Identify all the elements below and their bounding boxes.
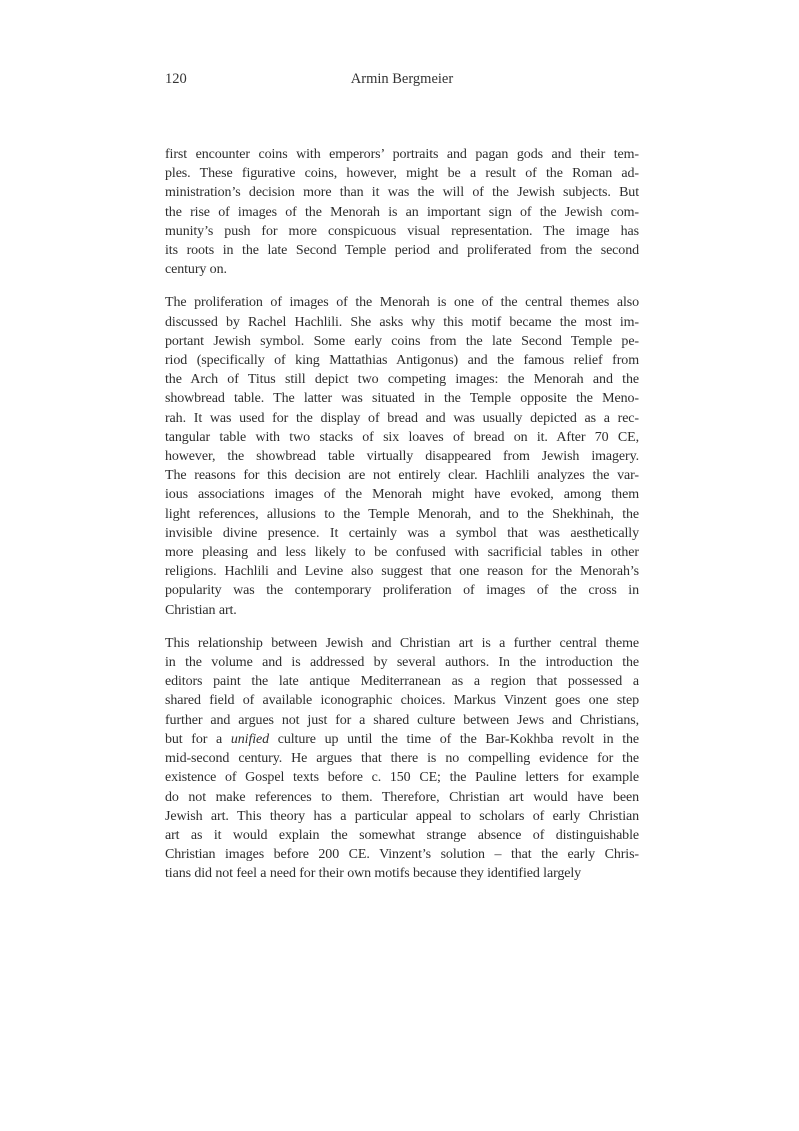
text-line: The reasons for this decision are not entirely clear. Hachlili analyzes the var- [165, 468, 639, 484]
text-line: mid-second century. He argues that there is no compelling evidence for the [165, 751, 639, 767]
text-line: popularity was the contemporary proliferation of images of the cross in [165, 583, 639, 599]
text-line: art as it would explain the somewhat strange absence of distinguishable [165, 827, 639, 843]
text-line: portant Jewish symbol. Some early coins from the late Second Temple pe- [165, 333, 639, 349]
paragraph-1 [165, 145, 639, 279]
running-header [165, 70, 639, 88]
text-line: invisible divine presence. It certainly was a symbol that was aesthetically [165, 525, 639, 541]
text-line: rah. It was used for the display of bread and was usually depicted as a rec- [165, 410, 639, 426]
text-line: discussed by Rachel Hachlili. She asks why this motif became the most im- [165, 314, 639, 330]
paragraph-3 [165, 634, 639, 884]
text-line: the Arch of Titus still depict two competing images: the Menorah and the [165, 372, 639, 388]
text-line: in the volume and is addressed by several authors. In the introduction the [165, 655, 639, 671]
text-line: Christian images before 200 CE. Vinzent’s solution – that the early Chris- [165, 847, 639, 863]
text-line: shared field of available iconographic choices. Markus Vinzent goes one step [165, 693, 639, 709]
text-line: riod (specifically of king Mattathias Antigonus) and the famous relief from [165, 353, 639, 369]
running-title-author: Armin Bergmeier [350, 71, 454, 87]
text-line: munity’s push for more conspicuous visual representation. The image has [165, 223, 639, 239]
text-line: showbread table. The latter was situated in the Temple opposite the Meno- [165, 391, 639, 407]
text-line: ministration’s decision more than it was the will of the Jewish subjects. But [165, 185, 639, 201]
text-line: but for a unified culture up until the time of the Bar-Kokhba revolt in the [165, 731, 639, 747]
text-line: its roots in the late Second Temple period and proliferated from the second [165, 243, 639, 259]
text-line: editors paint the late antique Mediterranean as a region that possessed a [165, 674, 639, 690]
text-line: first encounter coins with emperors’ portraits and pagan gods and their tem- [165, 147, 639, 162]
text-line: The proliferation of images of the Menorah is one of the central themes also [165, 295, 639, 311]
text-line: Christian art. [165, 602, 237, 618]
body-text-block [165, 145, 639, 898]
text-line: tians did not feel a need for their own motifs because they identified largely [165, 866, 582, 882]
text-line: tangular table with two stacks of six loaves of bread on it. After 70 CE, [165, 429, 639, 445]
text-line: the rise of images of the Menorah is an important sign of the Jewish com- [165, 204, 639, 220]
text-line: century on. [165, 262, 227, 278]
text-line: light references, allusions to the Temple Menorah, and to the Shekhinah, the [165, 506, 639, 522]
paragraph-2 [165, 293, 639, 619]
text-line: however, the showbread table virtually disappeared from Jewish imagery. [165, 449, 639, 465]
text-line: do not make references to them. Therefore, Christian art would have been [165, 789, 639, 805]
text-line: religions. Hachlili and Levine also suggest that one reason for the Menorah’s [165, 564, 639, 580]
text-line: more pleasing and less likely to be confused with sacrificial tables in other [165, 545, 639, 561]
text-line: existence of Gospel texts before c. 150 CE; the Pauline letters for example [165, 770, 639, 786]
text-line: further and argues not just for a shared culture between Jews and Christians, [165, 712, 639, 728]
page-number: 120 [165, 71, 187, 87]
text-line: ious associations images of the Menorah might have evoked, among them [165, 487, 639, 503]
text-line: This relationship between Jewish and Christian art is a further central theme [165, 635, 639, 651]
text-line: Jewish art. This theory has a particular appeal to scholars of early Christian [165, 808, 639, 824]
text-line: ples. These figurative coins, however, might be a result of the Roman ad- [165, 166, 639, 182]
